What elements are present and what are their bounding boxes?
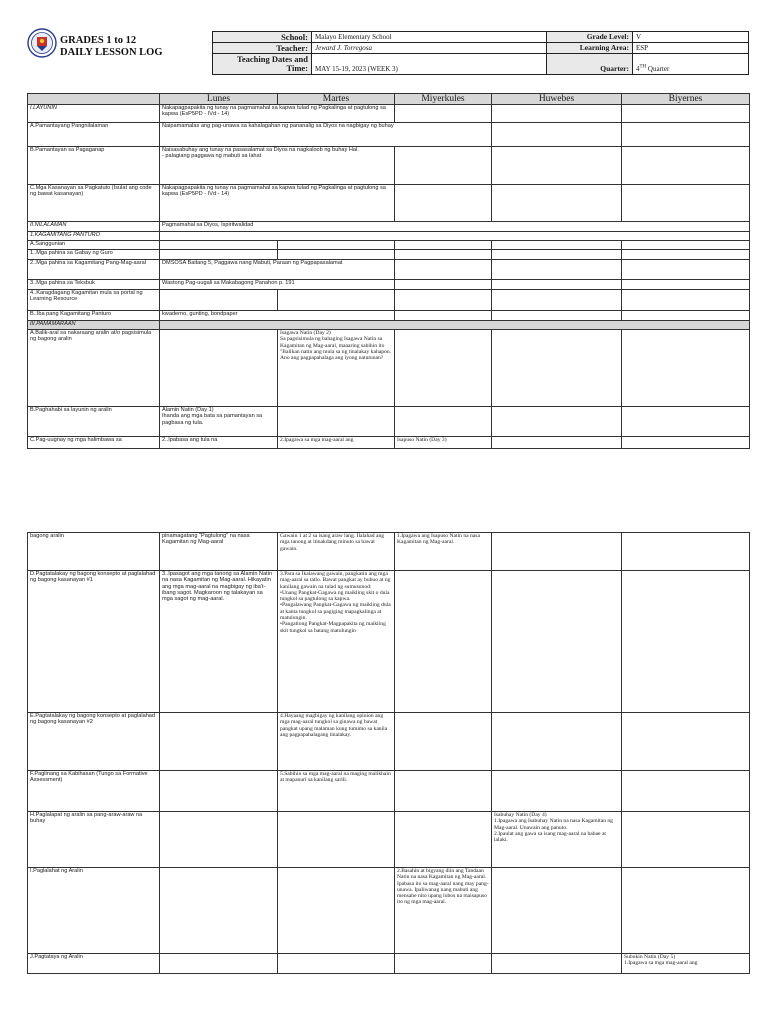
paghahabi-lunes: Alamin Natin (Day 1) Ihanda ang mga bata sa pamantayan sa pagbasa ng tula. bbox=[160, 407, 278, 437]
bagong-aralin-miyerkules: 1.Ipagawa ang Isapuso Natin na nasa Kagamitan ng Mag-aaral. bbox=[395, 533, 492, 571]
empty-cell bbox=[622, 571, 750, 713]
row-label-iba-pang-kagamitan: B..Iba pang Kagamitang Panturo bbox=[28, 311, 160, 321]
iba-pang-kagamitan-value: kwaderno, gunting, bondpaper bbox=[160, 311, 395, 321]
school-value: Malayo Elementary School bbox=[312, 32, 547, 43]
empty-cell bbox=[622, 311, 750, 321]
empty-cell bbox=[492, 571, 622, 713]
row-label-kagamitang-panturo: 1.KAGAMITANG PANTURO bbox=[28, 232, 160, 241]
nilalaman-value: Pagmamahal sa Diyos, Ispiritwalidad bbox=[160, 222, 750, 232]
row-label-teksbuk: 3..Mga pahina sa Teksbuk bbox=[28, 280, 160, 290]
header-info-table bbox=[212, 31, 749, 75]
empty-cell bbox=[395, 280, 492, 290]
empty-cell bbox=[395, 771, 492, 812]
bagong-aralin-martes: Gawain 1 at 2 sa isang araw lang. Ilalahad ang mga tanong at itinakdang minuto sa bawat gawain. bbox=[278, 533, 395, 571]
empty-cell bbox=[492, 713, 622, 771]
empty-cell bbox=[492, 771, 622, 812]
grade-level-label: Grade Level: bbox=[547, 32, 633, 43]
empty-cell bbox=[622, 123, 750, 147]
empty-cell bbox=[278, 407, 395, 437]
empty-cell bbox=[622, 260, 750, 280]
empty-cell bbox=[622, 533, 750, 571]
empty-cell bbox=[492, 407, 622, 437]
empty-cell bbox=[395, 812, 492, 868]
row-label-paglalapat: H.Paglalapat ng aralin sa pang-araw-araw na buhay bbox=[28, 812, 160, 868]
empty-cell bbox=[395, 954, 492, 974]
empty-cell bbox=[622, 868, 750, 954]
row-label-paglalahat: I.Paglalahat ng Aralin bbox=[28, 868, 160, 954]
empty-cell bbox=[160, 812, 278, 868]
row-label-bagong-aralin: bagong aralin bbox=[28, 533, 160, 571]
empty-cell bbox=[160, 232, 750, 241]
kagamitang-pang-mag-aaral-value: DMSOSA Baitang 5, Paggawa nang Mabuti, Paraan ng Pagpapasalamat bbox=[160, 260, 395, 280]
quarter-value bbox=[633, 54, 749, 75]
empty-cell bbox=[160, 713, 278, 771]
quarter-num: 4 bbox=[636, 65, 640, 73]
row-label-gabay-ng-guro: 1..Mga pahina sa Gabay ng Guro bbox=[28, 250, 160, 260]
row-label-karagdagang-kagamitan: 4..Karagdagang Kagamitan mula sa portal ng Learning Resource bbox=[28, 290, 160, 311]
empty-cell bbox=[278, 250, 395, 260]
teaching-dates-label bbox=[213, 54, 312, 75]
empty-cell bbox=[492, 105, 622, 123]
empty-cell bbox=[622, 250, 750, 260]
teaching-dates-label-line1: Teaching Dates and bbox=[236, 54, 308, 64]
empty-cell bbox=[492, 280, 622, 290]
empty-cell bbox=[395, 105, 492, 123]
empty-cell bbox=[160, 868, 278, 954]
row-label-nilalaman: II.NILALAMAN bbox=[28, 222, 160, 232]
quarter-label: Quarter: bbox=[547, 54, 633, 75]
day-header-miyerkules: Miyerkules bbox=[395, 94, 492, 105]
pag-uugnay-martes: 2.Ipagawa sa mga mag-aaral ang bbox=[278, 437, 395, 449]
empty-cell bbox=[492, 123, 622, 147]
row-label-layunin: I.LAYUNIN bbox=[28, 105, 160, 123]
empty-cell bbox=[160, 330, 278, 407]
corner-cell bbox=[28, 94, 160, 105]
empty-cell bbox=[395, 241, 492, 250]
empty-cell bbox=[395, 713, 492, 771]
title-grades: GRADES 1 to 12 bbox=[60, 35, 137, 46]
paglalapat-huwebes: Isabuhay Natin (Day 4) 1.Ipagawa ang Isabuhay Natin na nasa Kagamitan ng Mag-aaral. Unawain ang panuto. 2.Ipaulat ang gawa sa isang mag-aaral na babae at lalaki. bbox=[492, 812, 622, 868]
day-header-biyernes: Biyernes bbox=[622, 94, 750, 105]
day-header-huwebes: Huwebes bbox=[492, 94, 622, 105]
pag-uugnay-lunes: 2..Ipabasa ang tula na bbox=[160, 437, 278, 449]
title-daily-lesson-log: DAILY LESSON LOG bbox=[60, 47, 163, 58]
empty-cell bbox=[622, 105, 750, 123]
empty-cell bbox=[395, 407, 492, 437]
empty-cell bbox=[278, 241, 395, 250]
empty-cell bbox=[492, 868, 622, 954]
quarter-rest: Quarter bbox=[646, 65, 670, 73]
empty-cell bbox=[278, 290, 395, 311]
teaching-dates-label-line2: Time: bbox=[286, 63, 308, 73]
pamantayan-sa-pagaganap-value: Naisasabuhay ang tunay na pasasalamat sa Diyos na nagkaloob ng buhay Hal. - palagiang paggawa ng mabuti sa lahat bbox=[160, 147, 395, 185]
empty-cell bbox=[492, 954, 622, 974]
pag-uugnay-miyerkules: Isapuso Natin (Day 3) bbox=[395, 437, 492, 449]
empty-cell bbox=[492, 437, 622, 449]
empty-cell bbox=[622, 241, 750, 250]
empty-cell bbox=[622, 812, 750, 868]
row-label-pag-uugnay: C.Pag-uugnay ng mga halimbawa sa bbox=[28, 437, 160, 449]
empty-cell bbox=[492, 241, 622, 250]
empty-cell bbox=[160, 954, 278, 974]
empty-cell bbox=[622, 330, 750, 407]
empty-cell bbox=[160, 290, 278, 311]
empty-cell bbox=[622, 185, 750, 222]
empty-cell bbox=[278, 868, 395, 954]
kasanayan-sa-pagkatuto-value: Nakapagpapakita ng tunay na pagmamahal sa kapwa tulad ng Pagkalinga at pagtulong sa kapwa (EsP5PD - IVd - 14) bbox=[160, 185, 395, 222]
row-label-sanggunian: A.Sanggunian bbox=[28, 241, 160, 250]
row-label-pamantayan-sa-pagaganap: B.Pamantayan sa Pagaganap bbox=[28, 147, 160, 185]
paglalahat-miyerkules: 2.Basahin at bigyang diin ang Tandaan Natin na nasa Kagamitan ng Mag-aaral. Ipabasa ito sa mag-aaral nang may pang-unawa. Ipaliwanag nang mabuti ang mensahe nito upang lubos na maisapuso ito ng mga mag-aaral. bbox=[395, 868, 492, 954]
school-label: School: bbox=[213, 32, 312, 43]
empty-cell bbox=[622, 771, 750, 812]
row-label-pagtataya: J.Pagtataya ng Aralin bbox=[28, 954, 160, 974]
empty-cell bbox=[492, 330, 622, 407]
empty-cell bbox=[278, 812, 395, 868]
empty-cell bbox=[622, 713, 750, 771]
deped-logo-icon bbox=[27, 28, 57, 58]
learning-area-value: ESP bbox=[633, 43, 749, 54]
empty-cell bbox=[395, 147, 492, 185]
paglinang-martes: 5.Sabihin sa mga mag-aaral na maging malikhain at mapanuri sa kanilang sarili. bbox=[278, 771, 395, 812]
lesson-grid-page1 bbox=[27, 93, 750, 449]
day-header-lunes: Lunes bbox=[160, 94, 278, 105]
lesson-grid-page2 bbox=[27, 532, 750, 974]
pagtatalakay-2-martes: 4.Hayaang magbigay ng kanilang opinion ang mga mag-aaral tungkol sa ginawa ng bawat pangkat upang malaman kung tumimo sa kanila ang pagpapahalagang tinalakay. bbox=[278, 713, 395, 771]
bagong-aralin-lunes: pinamagatang "Pagtulong" na nasa Kagamitan ng Mag-aaral bbox=[160, 533, 278, 571]
row-label-paghahabi: B.Paghahabi sa layunin ng aralin bbox=[28, 407, 160, 437]
empty-cell bbox=[395, 290, 492, 311]
empty-cell bbox=[395, 185, 492, 222]
empty-cell bbox=[492, 533, 622, 571]
teksbuk-value: Wastong Pag-uugali sa Makabagong Panahon p. 191 bbox=[160, 280, 395, 290]
teacher-name: Jeward J. Torregosa bbox=[315, 44, 372, 52]
empty-cell bbox=[492, 311, 622, 321]
empty-cell bbox=[395, 571, 492, 713]
empty-cell bbox=[395, 260, 492, 280]
empty-cell bbox=[622, 437, 750, 449]
layunin-lunes: Nakapagpapakita ng tunay na pagmamahal sa kapwa tulad ng Pagkalinga at pagtulong sa kapwa (EsP5PD - IVd - 14) bbox=[160, 105, 395, 123]
empty-cell bbox=[160, 321, 750, 330]
row-label-kagamitang-pang-mag-aaral: 2..Mga pahina sa Kagamitang Pang-Mag-aaral bbox=[28, 260, 160, 280]
empty-cell bbox=[160, 250, 278, 260]
row-label-pagtatalakay-2: E.Pagtatalakay ng bagong konsepto at paglalahad ng bagong kasanayan #2 bbox=[28, 713, 160, 771]
empty-cell bbox=[492, 260, 622, 280]
learning-area-label: Learning Area: bbox=[547, 43, 633, 54]
teaching-dates-value: MAY 15-19, 2023 (WEEK 3) bbox=[312, 54, 547, 75]
day-header-martes: Martes bbox=[278, 94, 395, 105]
empty-cell bbox=[395, 311, 492, 321]
quarter-sup: TH bbox=[639, 64, 647, 70]
pagtatalakay-1-martes: 3.Para sa Ikalawang gawain, pangkatin ang mga mag-aaral sa tatlo. Bawat pangkat ay bubuo at ng kanilang gawain na tulad ng sumusunod: •Unang Pangkat-Gagawa ng maikling skit o dula tungkol sa pagtulong sa kapwa. •Pangalawang Pangkat-Gagawa ng maikling dula at kanta tungkol sa pagiging mapagkalinga at matulungin. •Pangatlong Pangkat-Magpapakita ng maikling skit tungkol sa batang matulungin bbox=[278, 571, 395, 713]
empty-cell bbox=[492, 185, 622, 222]
lesson-log-title bbox=[60, 35, 163, 59]
teacher-value bbox=[312, 43, 547, 54]
empty-cell bbox=[622, 147, 750, 185]
row-label-pamantayang-pangnilalaman: A.Pamantayang Pangnilalaman bbox=[28, 123, 160, 147]
pamantayang-pangnilalaman-value: Naipamamalas ang pag-unawa sa kahalagahan ng pananalig sa Diyos na nagbigay ng buhay bbox=[160, 123, 492, 147]
empty-cell bbox=[492, 250, 622, 260]
teacher-label: Teacher: bbox=[213, 43, 312, 54]
row-label-paglinang-sa-kabihasan: F.Paglinang sa Kabihasan (Tungo sa Formative Assessment) bbox=[28, 771, 160, 812]
row-label-kasanayan-sa-pagkatuto: C.Mga Kasanayan sa Pagkatuto (Isulat ang code ng bawat kasanayan) bbox=[28, 185, 160, 222]
empty-cell bbox=[492, 290, 622, 311]
empty-cell bbox=[622, 290, 750, 311]
row-label-pagtatalakay-1: D.Pagtatalakay ng bagong konsepto at paglalahad ng bagong kasanayan #1 bbox=[28, 571, 160, 713]
empty-cell bbox=[278, 954, 395, 974]
grade-level-value: V bbox=[633, 32, 749, 43]
empty-cell bbox=[492, 147, 622, 185]
row-label-pamamaraan: III.PAMAMARAAN bbox=[28, 321, 160, 330]
empty-cell bbox=[160, 771, 278, 812]
pagtataya-biyernes: Subukin Natin (Day 5) 1.Ipagawa sa mga mag-aaral ang bbox=[622, 954, 750, 974]
empty-cell bbox=[160, 241, 278, 250]
empty-cell bbox=[395, 250, 492, 260]
row-label-balik-aral: A.Balik-aral sa nakaraang aralin at/o pagsisimula ng bagong aralin bbox=[28, 330, 160, 407]
pagtatalakay-1-lunes: 3..Ipasagot ang mga tanong sa Alamin Natin na nasa Kagamitan ng Mag-aaral. Hikayatin ang mga mag-aaral na magbigay ng iba't-ibang sagot. Magkaroon ng talakayan sa mga sagot ng mag-aaral. bbox=[160, 571, 278, 713]
balik-aral-martes: Isagawa Natin (Day 2) Sa pagsisimula ng bahaging Isagawa Natin sa Kagamitan ng Mag-aaral, maaaring sabihin ito "Balikan natin ang mula sa ng tinalakay kahapon. Ano ang pagpapahalaga ang iyong natutunan? bbox=[278, 330, 395, 407]
empty-cell bbox=[622, 407, 750, 437]
empty-cell bbox=[622, 280, 750, 290]
empty-cell bbox=[395, 330, 492, 407]
